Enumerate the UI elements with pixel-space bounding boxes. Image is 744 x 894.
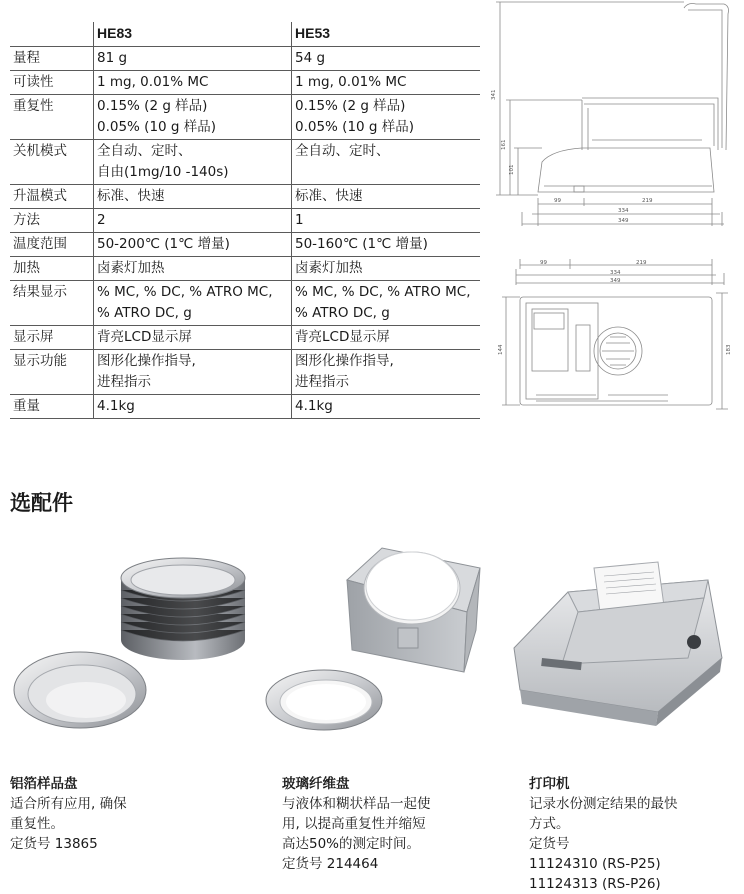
spec-label: 重量 bbox=[10, 395, 94, 419]
dim-101: 101 bbox=[509, 164, 515, 175]
spec-label: 可读性 bbox=[10, 71, 94, 95]
aluminum-pans-image bbox=[8, 540, 248, 760]
spec-value-he53 bbox=[292, 95, 481, 140]
spec-row bbox=[10, 47, 480, 71]
spec-value-he53 bbox=[292, 47, 481, 71]
spec-row bbox=[10, 209, 480, 233]
spec-value-he53 bbox=[292, 71, 481, 95]
spec-table bbox=[10, 22, 480, 419]
accessory-caption-1 bbox=[10, 774, 127, 854]
spec-label: 方法 bbox=[10, 209, 94, 233]
spec-value-line: 卤素灯加热 bbox=[295, 260, 363, 276]
spec-value-line: 图形化操作指导, bbox=[295, 353, 394, 369]
spec-value-line: 4.1kg bbox=[295, 398, 333, 414]
spec-value-line: 54 g bbox=[295, 50, 326, 66]
spec-value-line: 50-160℃ (1℃ 增量) bbox=[295, 236, 428, 252]
header-he53: HE53 bbox=[292, 22, 481, 47]
spec-value-line: 标准、快速 bbox=[295, 188, 363, 204]
accessories-title: 选配件 bbox=[10, 491, 73, 515]
spec-value-line: 背亮LCD显示屏 bbox=[295, 329, 390, 345]
spec-row bbox=[10, 395, 480, 419]
spec-value-line: 4.1kg bbox=[97, 398, 135, 414]
accessory-line: 11124310 (RS-P25) bbox=[529, 856, 661, 872]
spec-label: 显示功能 bbox=[10, 350, 94, 395]
spec-value-line: 2 bbox=[97, 212, 106, 228]
dim-341: 341 bbox=[491, 89, 497, 100]
accessory-title: 铝箔样品盘 bbox=[10, 776, 78, 792]
dim-top-219: 219 bbox=[636, 260, 647, 266]
spec-value-line: 1 bbox=[295, 212, 304, 228]
spec-value-line: 50-200℃ (1℃ 增量) bbox=[97, 236, 230, 252]
dim-top-99: 99 bbox=[540, 260, 547, 266]
spec-value-he83 bbox=[94, 233, 292, 257]
spec-value-line: % MC, % DC, % ATRO MC, bbox=[97, 284, 273, 300]
spec-row bbox=[10, 350, 480, 395]
spec-value-line: 0.05% (10 g 样品) bbox=[97, 119, 217, 135]
accessory-line: 11124313 (RS-P26) bbox=[529, 876, 661, 892]
spec-value-line: 81 g bbox=[97, 50, 128, 66]
spec-value-he83 bbox=[94, 326, 292, 350]
spec-value-line: 0.05% (10 g 样品) bbox=[295, 119, 415, 135]
accessory-caption-2 bbox=[282, 774, 431, 874]
dim-99: 99 bbox=[554, 198, 561, 204]
header-blank bbox=[10, 22, 94, 47]
spec-value-he83 bbox=[94, 95, 292, 140]
accessory-line: 高达50%的测定时间。 bbox=[282, 836, 421, 852]
spec-value-he83 bbox=[94, 395, 292, 419]
spec-row bbox=[10, 281, 480, 326]
spec-value-line: 全自动、定时、 bbox=[295, 143, 390, 159]
spec-value-line: 全自动、定时、 bbox=[97, 143, 192, 159]
spec-value-he83 bbox=[94, 71, 292, 95]
spec-value-he53 bbox=[292, 140, 481, 185]
spec-value-line: 图形化操作指导, bbox=[97, 353, 196, 369]
spec-value-he83 bbox=[94, 209, 292, 233]
spec-value-line: 卤素灯加热 bbox=[97, 260, 165, 276]
dim-161: 161 bbox=[501, 139, 507, 150]
accessory-line: 记录水份测定结果的最快 bbox=[529, 796, 678, 812]
spec-value-line: % ATRO DC, g bbox=[97, 305, 192, 321]
spec-value-line: 进程指示 bbox=[97, 374, 151, 390]
spec-value-line: 1 mg, 0.01% MC bbox=[295, 74, 407, 90]
spec-label: 关机模式 bbox=[10, 140, 94, 185]
spec-label: 温度范围 bbox=[10, 233, 94, 257]
dim-top-349: 349 bbox=[610, 278, 621, 284]
spec-row bbox=[10, 185, 480, 209]
spec-row bbox=[10, 233, 480, 257]
accessory-line: 方式。 bbox=[529, 816, 570, 832]
spec-value-line: 自由(1mg/10 -140s) bbox=[97, 164, 229, 180]
spec-row bbox=[10, 140, 480, 185]
spec-value-he83 bbox=[94, 185, 292, 209]
accessory-line: 与液体和糊状样品一起使 bbox=[282, 796, 431, 812]
spec-label: 加热 bbox=[10, 257, 94, 281]
spec-table-body bbox=[10, 47, 480, 419]
spec-value-he53 bbox=[292, 326, 481, 350]
glass-fiber-pads-image bbox=[262, 540, 492, 760]
accessory-title: 玻璃纤维盘 bbox=[282, 776, 350, 792]
accessory-line: 定货号 214464 bbox=[282, 856, 379, 872]
spec-value-he53 bbox=[292, 257, 481, 281]
accessory-caption-3 bbox=[529, 774, 678, 894]
accessory-line: 定货号 bbox=[529, 836, 570, 852]
spec-value-line: 1 mg, 0.01% MC bbox=[97, 74, 209, 90]
top-view-drawing bbox=[492, 255, 732, 415]
spec-value-he53 bbox=[292, 395, 481, 419]
spec-label: 升温模式 bbox=[10, 185, 94, 209]
spec-value-he83 bbox=[94, 350, 292, 395]
dim-349: 349 bbox=[618, 218, 629, 224]
spec-label: 结果显示 bbox=[10, 281, 94, 326]
spec-row bbox=[10, 257, 480, 281]
spec-label: 重复性 bbox=[10, 95, 94, 140]
spec-row bbox=[10, 326, 480, 350]
spec-label: 量程 bbox=[10, 47, 94, 71]
side-view-drawing bbox=[492, 0, 732, 235]
accessory-title: 打印机 bbox=[529, 776, 570, 792]
spec-label: 显示屏 bbox=[10, 326, 94, 350]
spec-value-line: 背亮LCD显示屏 bbox=[97, 329, 192, 345]
spec-value-line: 0.15% (2 g 样品) bbox=[295, 98, 406, 114]
spec-value-he53 bbox=[292, 185, 481, 209]
header-he83: HE83 bbox=[94, 22, 292, 47]
accessory-line: 定货号 13865 bbox=[10, 836, 98, 852]
spec-value-line: % ATRO DC, g bbox=[295, 305, 390, 321]
accessory-line: 重复性。 bbox=[10, 816, 64, 832]
spec-value-he53 bbox=[292, 281, 481, 326]
spec-value-he53 bbox=[292, 209, 481, 233]
spec-value-he83 bbox=[94, 281, 292, 326]
dim-334: 334 bbox=[618, 208, 629, 214]
spec-value-he83 bbox=[94, 257, 292, 281]
spec-value-line: 标准、快速 bbox=[97, 188, 165, 204]
dim-top-144: 144 bbox=[498, 344, 504, 355]
spec-value-he83 bbox=[94, 47, 292, 71]
dim-219: 219 bbox=[642, 198, 653, 204]
printer-image bbox=[508, 540, 732, 760]
spec-value-line: 0.15% (2 g 样品) bbox=[97, 98, 208, 114]
spec-value-line: % MC, % DC, % ATRO MC, bbox=[295, 284, 471, 300]
accessory-line: 适合所有应用, 确保 bbox=[10, 796, 127, 812]
dim-top-334: 334 bbox=[610, 270, 621, 276]
spec-value-he53 bbox=[292, 350, 481, 395]
spec-row bbox=[10, 95, 480, 140]
dim-top-183: 183 bbox=[726, 344, 732, 355]
spec-value-he83 bbox=[94, 140, 292, 185]
spec-value-he53 bbox=[292, 233, 481, 257]
accessory-line: 用, 以提高重复性并缩短 bbox=[282, 816, 426, 832]
spec-value-line: 进程指示 bbox=[295, 374, 349, 390]
spec-row bbox=[10, 71, 480, 95]
